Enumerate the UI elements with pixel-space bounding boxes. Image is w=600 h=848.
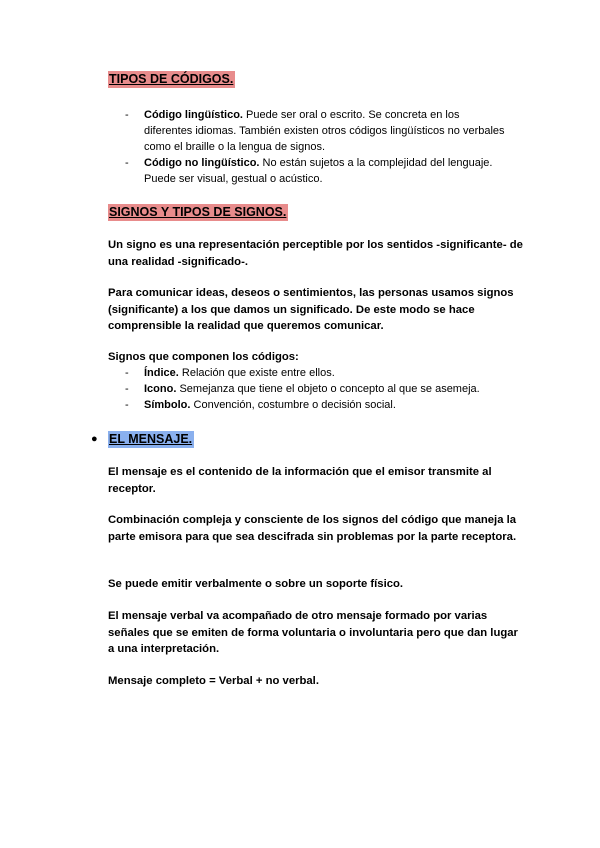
codigos-list xyxy=(127,107,507,187)
dash-marker: - xyxy=(125,109,129,121)
paragraph-emitir: Se puede emitir verbalmente o sobre un soporte físico. xyxy=(108,578,404,590)
paragraph-mensaje-definicion: El mensaje es el contenido de la información que el emisor transmite al receptor. xyxy=(108,466,492,495)
paragraph-mensaje-verbal: El mensaje verbal va acompañado de otro mensaje formado por varias señales que se emiten de forma voluntaria o involuntaria pero que dan lugar a una interpretación. xyxy=(108,610,518,655)
list-item-codigo-linguistico xyxy=(127,107,507,155)
term-simbolo: Símbolo. xyxy=(144,399,191,411)
term-codigo-no-linguistico: Código no lingüístico. xyxy=(144,157,260,169)
paragraph-combinacion: Combinación compleja y consciente de los signos del código que maneja la parte emisora para que sea descifrada sin problemas por la parte receptora. xyxy=(108,514,517,543)
heading-signos: SIGNOS Y TIPOS DE SIGNOS. xyxy=(109,205,287,219)
signos-list xyxy=(127,365,527,413)
paragraph-signos-componen: Signos que componen los códigos: xyxy=(108,351,299,363)
paragraph-mensaje-completo: Mensaje completo = Verbal + no verbal. xyxy=(108,675,319,687)
desc-icono: Semejanza que tiene el objeto o concepto al que se asemeja. xyxy=(176,383,480,395)
bullet-icon: ● xyxy=(91,433,98,445)
desc-codigo-linguistico: Puede ser oral o escrito. Se concreta en los diferentes idiomas. También existen otros códigos lingüísticos no verbales como el braille o la lengua de signos. xyxy=(144,109,505,153)
dash-marker: - xyxy=(125,157,129,169)
dash-marker: - xyxy=(125,399,129,411)
list-item-indice xyxy=(127,365,527,381)
list-item-icono xyxy=(127,381,527,397)
paragraph-signo-definicion: Un signo es una representación perceptible por los sentidos -significante- de una realidad -significado-. xyxy=(108,239,523,268)
dash-marker: - xyxy=(125,367,129,379)
list-item-codigo-no-linguistico xyxy=(127,155,507,187)
dash-marker: - xyxy=(125,383,129,395)
term-icono: Icono. xyxy=(144,383,177,395)
heading-tipos-de-codigos: TIPOS DE CÓDIGOS. xyxy=(109,72,234,86)
desc-indice: Relación que existe entre ellos. xyxy=(178,367,335,379)
heading-el-mensaje: EL MENSAJE. xyxy=(109,432,193,446)
desc-codigo-no-linguistico: No están sujetos a la complejidad del lenguaje. Puede ser visual, gestual o acústico. xyxy=(144,157,493,185)
desc-simbolo: Convención, costumbre o decisión social. xyxy=(190,399,396,411)
term-indice: Índice. xyxy=(144,367,179,379)
term-codigo-linguistico: Código lingüístico. xyxy=(144,109,243,121)
list-item-simbolo xyxy=(127,397,527,413)
paragraph-comunicar-ideas: Para comunicar ideas, deseos o sentimientos, las personas usamos signos (significante) a los que damos un significado. De este modo se hace comprensible la realidad que queremos comunicar. xyxy=(108,287,514,332)
